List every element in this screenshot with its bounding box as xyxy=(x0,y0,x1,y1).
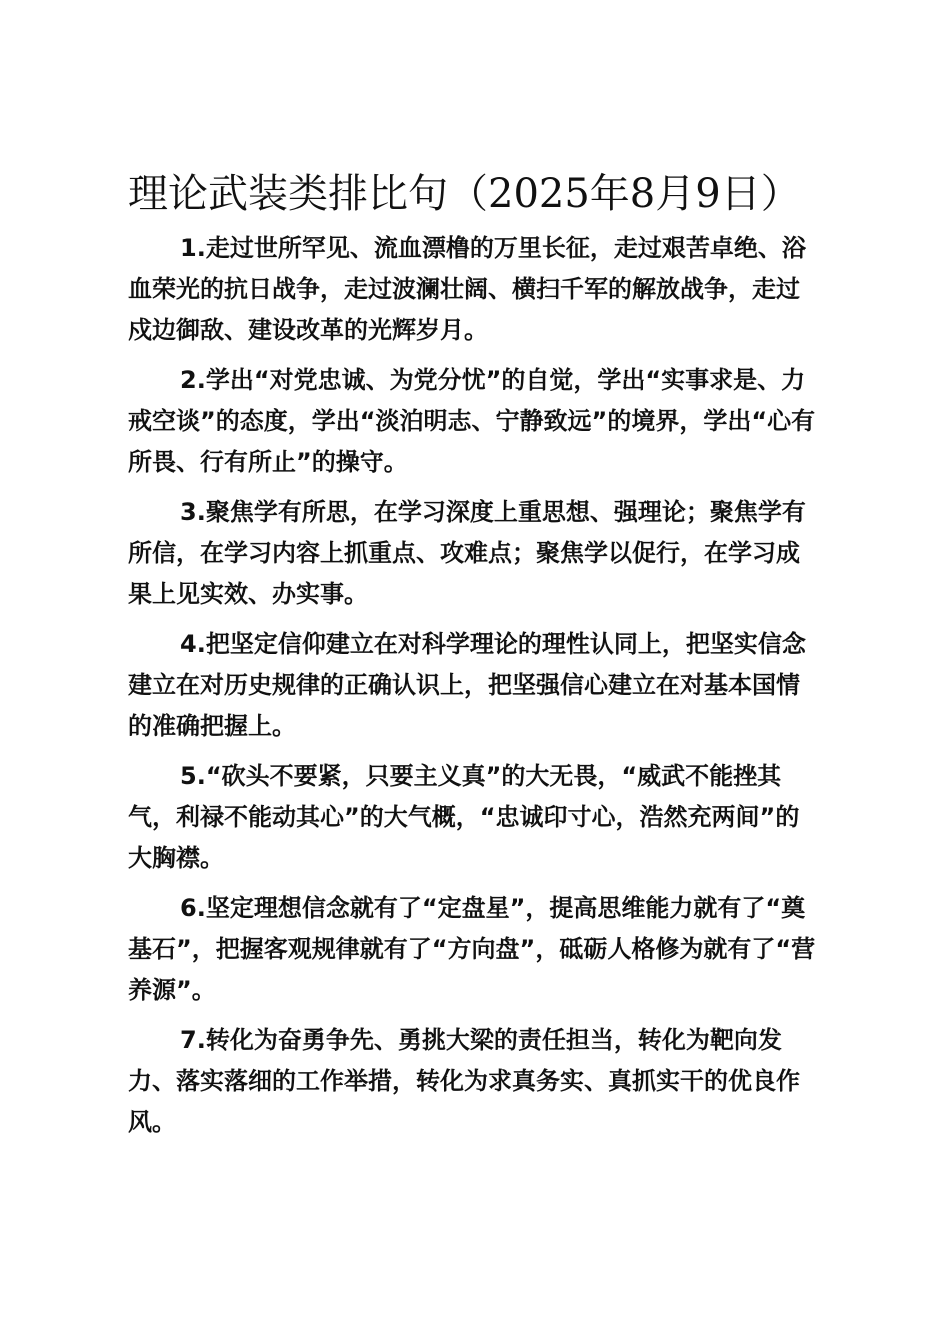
paragraph-2: 2.学出“对党忠诚、为党分忧”的自觉，学出“实事求是、力戒空谈”的态度，学出“淡泊明志、宁静致远”的境界，学出“心有所畏、行有所止”的操守。 xyxy=(128,366,816,476)
paragraph-1: 1.走过世所罕见、流血漂橹的万里长征，走过艰苦卓绝、浴血荣光的抗日战争，走过波澜壮阔、横扫千军的解放战争，走过戍边御敌、建设改革的光辉岁月。 xyxy=(128,234,806,344)
paragraph-3: 3.聚焦学有所思，在学习深度上重思想、强理论；聚焦学有所信，在学习内容上抓重点、攻难点；聚焦学以促行，在学习成果上见实效、办实事。 xyxy=(128,498,806,608)
paragraph-7: 7.转化为奋勇争先、勇挑大梁的责任担当，转化为靶向发力、落实落细的工作举措，转化为求真务实、真抓实干的优良作风。 xyxy=(128,1026,800,1136)
paragraph-5: 5.“砍头不要紧，只要主义真”的大无畏，“威武不能挫其气，利禄不能动其心”的大气概，“忠诚印寸心，浩然充两间”的大胸襟。 xyxy=(128,762,800,872)
document-title: 理论武装类排比句（2025年8月9日） xyxy=(128,171,801,217)
document-body xyxy=(128,228,822,1152)
paragraph-6: 6.坚定理想信念就有了“定盘星”，提高思维能力就有了“奠基石”，把握客观规律就有了“方向盘”，砥砺人格修为就有了“营养源”。 xyxy=(128,894,816,1004)
paragraph-4: 4.把坚定信仰建立在对科学理论的理性认同上，把坚实信念建立在对历史规律的正确认识上，把坚强信心建立在对基本国情的准确把握上。 xyxy=(128,630,806,740)
